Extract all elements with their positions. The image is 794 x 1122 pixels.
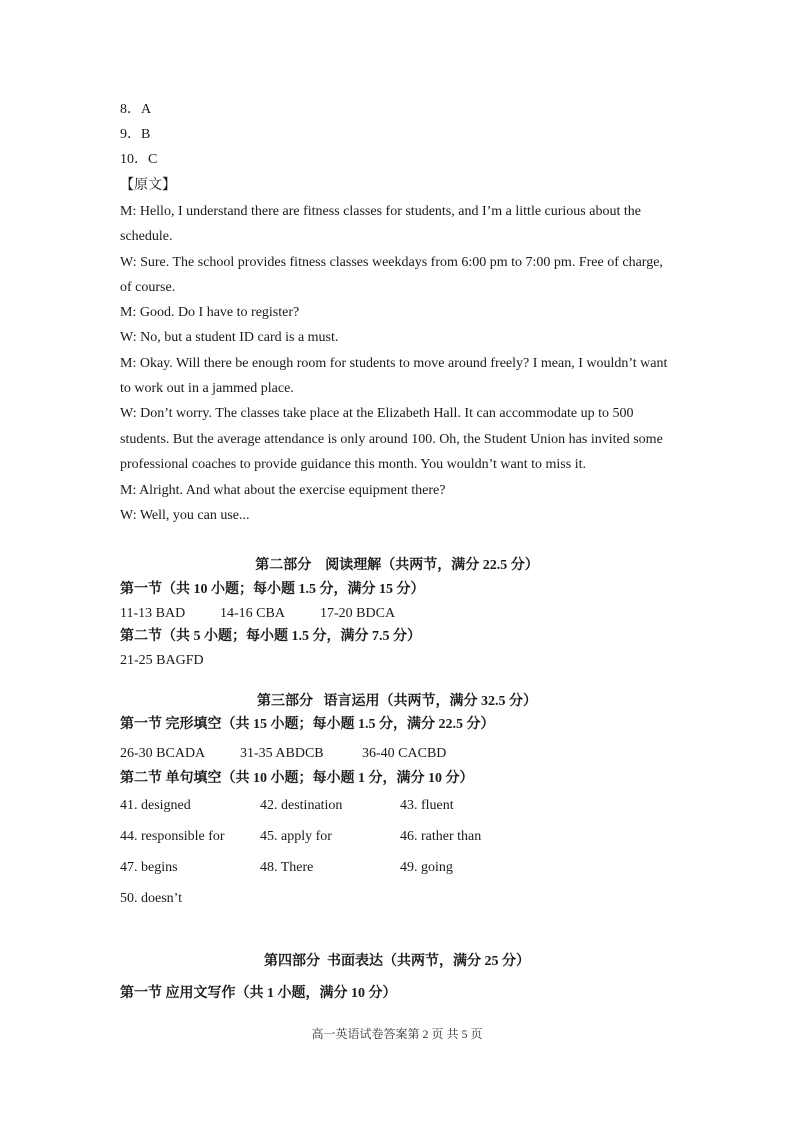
transcript-line: of course. — [120, 280, 176, 295]
transcript-line: M: Alright. And what about the exercise equipment there? — [120, 483, 446, 498]
page-footer: 高一英语试卷答案第 2 页 共 5 页 — [311, 1027, 483, 1041]
answer-group: 11-13 BAD — [120, 606, 186, 621]
answer-group: 17-20 BDCA — [320, 606, 396, 621]
transcript-line: M: Hello, I understand there are fitness classes for students, and I’m a little curious about the — [120, 204, 641, 219]
answer-group: 21-25 BAGFD — [120, 653, 204, 668]
transcript-label: 【原文】 — [120, 178, 176, 193]
transcript-line: W: Don’t worry. The classes take place at the Elizabeth Hall. It can accommodate up to 500 — [120, 406, 634, 421]
part2-title: 第二部分 阅读理解（共两节，满分 22.5 分） — [255, 558, 539, 573]
part2-sec1-title: 第一节（共 10 小题；每小题 1.5 分，满分 15 分） — [120, 582, 425, 597]
transcript-line: W: Sure. The school provides fitness classes weekdays from 6:00 pm to 7:00 pm. Free of charge, — [120, 255, 663, 270]
transcript-line: W: No, but a student ID card is a must. — [120, 330, 339, 345]
transcript-line: M: Good. Do I have to register? — [120, 305, 300, 320]
fill-answer: 49. going — [400, 860, 453, 875]
transcript-line: professional coaches to provide guidance this month. You wouldn’t want to miss it. — [120, 457, 586, 472]
transcript-line: W: Well, you can use... — [120, 508, 250, 523]
fill-answer: 41. designed — [120, 798, 191, 813]
answer-q8: 8．A — [120, 102, 152, 117]
transcript-line: M: Okay. Will there be enough room for students to move around freely? I mean, I wouldn’t want — [120, 356, 668, 371]
fill-answer: 43. fluent — [400, 798, 454, 813]
answer-group: 14-16 CBA — [220, 606, 285, 621]
part2-sec2-title: 第二节（共 5 小题；每小题 1.5 分，满分 7.5 分） — [120, 629, 421, 644]
fill-answer: 46. rather than — [400, 829, 482, 844]
answer-q10: 10．C — [120, 152, 158, 167]
answer-group: 31-35 ABDCB — [240, 746, 324, 761]
fill-answer: 44. responsible for — [120, 829, 225, 844]
fill-answer: 42. destination — [260, 798, 343, 813]
part3-sec1-title: 第一节 完形填空（共 15 小题；每小题 1.5 分，满分 22.5 分） — [120, 717, 495, 732]
fill-answer: 45. apply for — [260, 829, 332, 844]
answer-group: 36-40 CACBD — [362, 746, 447, 761]
part3-sec2-title: 第二节 单句填空（共 10 小题；每小题 1 分，满分 10 分） — [120, 771, 474, 786]
part3-title: 第三部分 语言运用（共两节，满分 32.5 分） — [257, 694, 537, 709]
fill-answer: 50. doesn’t — [120, 891, 182, 906]
fill-answer: 47. begins — [120, 860, 178, 875]
part4-sec1-title: 第一节 应用文写作（共 1 小题，满分 10 分） — [120, 986, 397, 1001]
fill-answer: 48. There — [260, 860, 314, 875]
part4-title: 第四部分 书面表达（共两节，满分 25 分） — [264, 954, 530, 969]
answer-group: 26-30 BCADA — [120, 746, 206, 761]
answer-q9: 9．B — [120, 127, 151, 142]
transcript-line: schedule. — [120, 229, 173, 244]
transcript-line: to work out in a jammed place. — [120, 381, 294, 396]
transcript-line: students. But the average attendance is only around 100. Oh, the Student Union has invited some — [120, 432, 663, 447]
